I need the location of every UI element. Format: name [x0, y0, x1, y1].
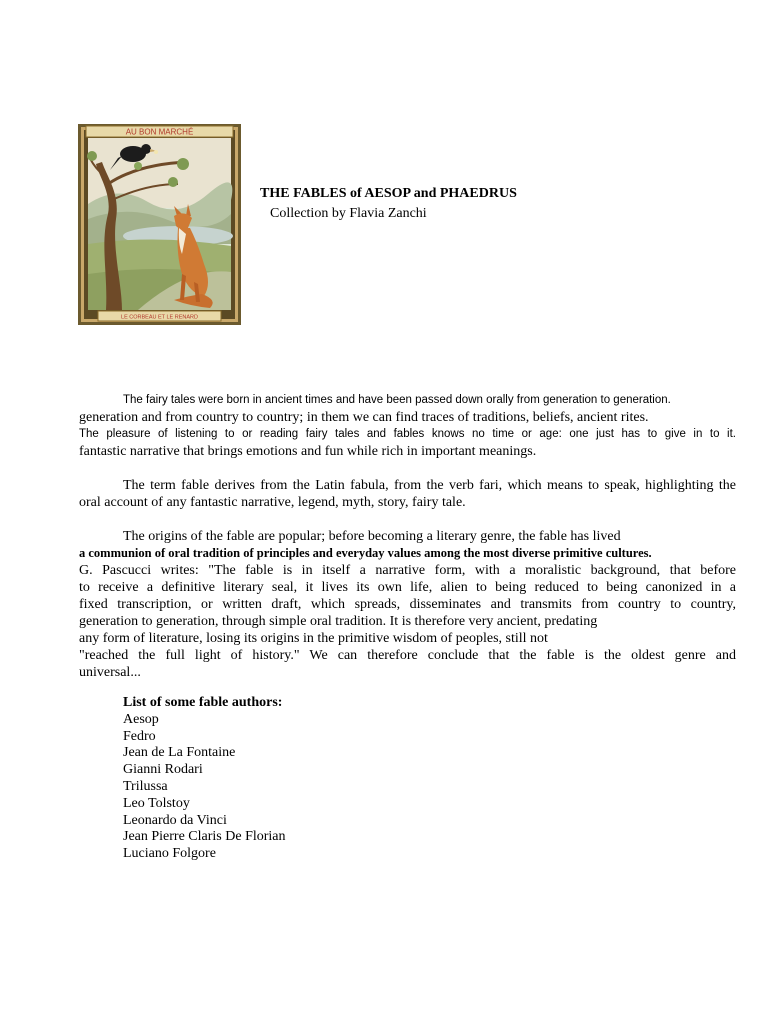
paragraph-line: The fairy tales were born in ancient times and have been passed down orally from generation to generation. [123, 394, 671, 406]
illustration-top-banner: AU BON MARCHÉ [125, 127, 194, 137]
author-item: Gianni Rodari [123, 762, 203, 778]
paragraph-line: The term fable derives from the Latin fabula, from the verb fari, which means to speak, highlighting the [123, 478, 736, 493]
author-item: Leo Tolstoy [123, 795, 190, 811]
author-item: Luciano Folgore [123, 846, 216, 862]
paragraph-line: to receive a definitive literary seal, it lives its own life, alien to being reduced to being canonized in a [79, 580, 736, 595]
fable-illustration [78, 124, 241, 325]
author-item: Trilussa [123, 778, 168, 794]
author-item: Jean Pierre Claris De Florian [123, 829, 286, 845]
document-title: THE FABLES of AESOP and PHAEDRUS [260, 186, 517, 201]
paragraph-line: The origins of the fable are popular; before becoming a literary genre, the fable has lived [123, 529, 621, 544]
document-subtitle: Collection by Flavia Zanchi [270, 206, 427, 221]
authors-list-heading: List of some fable authors: [123, 695, 283, 710]
paragraph-line-bold: a communion of oral tradition of principles and everyday values among the most diverse primitive cultures. [79, 546, 652, 560]
paragraph-gap [79, 511, 736, 528]
paragraph-line: fantastic narrative that brings emotions and fun while rich in important meanings. [79, 444, 537, 459]
paragraph-line: The pleasure of listening to or reading fairy tales and fables knows no time or age: one just has to give in to it. [79, 428, 736, 440]
paragraph-line: generation to generation, through simple oral tradition. It is therefore very ancient, predating [79, 614, 598, 629]
author-item: Jean de La Fontaine [123, 745, 236, 761]
author-item: Aesop [123, 711, 159, 727]
illustration-bottom-banner: LE CORBEAU ET LE RENARD [121, 314, 198, 321]
author-item: Leonardo da Vinci [123, 812, 227, 828]
paragraph-line: fixed transcription, or written draft, which spreads, disseminates and transmits from country to country, [79, 597, 736, 612]
paragraph-line: G. Pascucci writes: "The fable is in itself a narrative form, with a moralistic background, that before [79, 563, 736, 578]
author-item: Fedro [123, 728, 156, 744]
paragraph-line: universal... [79, 665, 141, 680]
paragraph-line: "reached the full light of history." We can therefore conclude that the fable is the oldest genre and [79, 648, 736, 663]
paragraph-line: any form of literature, losing its origins in the primitive wisdom of peoples, still not [79, 631, 548, 646]
document-body [79, 392, 736, 681]
paragraph-line: oral account of any fantastic narrative, legend, myth, story, fairy tale. [79, 495, 466, 510]
paragraph-line: generation and from country to country; in them we can find traces of traditions, beliefs, ancient rites. [79, 410, 649, 425]
paragraph-gap [79, 460, 736, 477]
crow-and-fox-image [78, 124, 241, 325]
authors-list [123, 695, 286, 863]
